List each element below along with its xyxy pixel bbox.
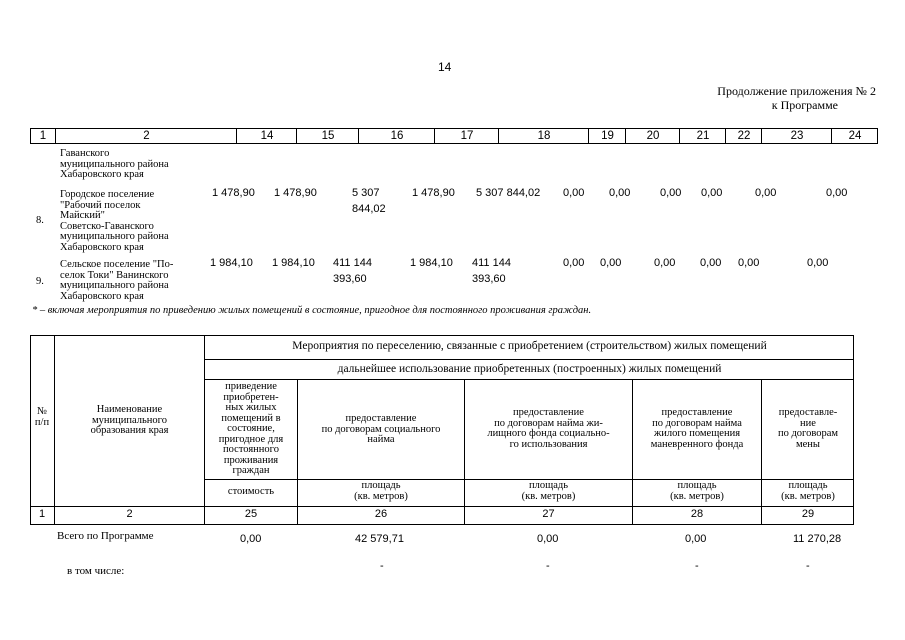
t2-sub-header-27: предоставление по договорам найма жи- лищного фонда социально- го использования: [487, 407, 610, 450]
t1-col-2: 2: [55, 129, 237, 143]
t2-col-num-label: № п/п: [34, 406, 50, 428]
t2-num-25: 25: [244, 508, 258, 520]
t1-col-20: 20: [625, 129, 680, 143]
t2-top-border: [30, 335, 854, 336]
t1-col-15: 15: [296, 129, 359, 143]
page-number: 14: [438, 60, 452, 74]
total-col27: 0,00: [537, 533, 559, 545]
t1-col-16: 16: [358, 129, 435, 143]
t2-unit-27: площадь (кв. метров): [521, 480, 576, 502]
t2-divider-27: [632, 379, 633, 525]
total-col29: 11 270,28: [793, 533, 842, 545]
row8-col19: 0,00: [563, 187, 585, 199]
row8-col21: 0,00: [660, 187, 682, 199]
t2-num-28: 28: [690, 508, 704, 520]
t2-unit-29: площадь (кв. метров): [781, 480, 835, 502]
row9-col24: 0,00: [807, 257, 829, 269]
continuation-line-2: к Программе: [771, 98, 838, 112]
row8-col20: 0,00: [609, 187, 631, 199]
t2-divider-26: [464, 379, 465, 525]
row8-col18: 5 307 844,02: [476, 187, 541, 199]
t2-sub-header-26: предоставление по договорам социального найма: [321, 413, 441, 445]
table1-header-row: [30, 128, 878, 144]
row9-col18: 411 144 393,60: [472, 257, 511, 285]
total-col28: 0,00: [685, 533, 707, 545]
t2-divider-25: [297, 379, 298, 525]
prev-row-name-tail: Гаванского муниципального района Хабаровского края: [60, 148, 169, 180]
t1-col-17: 17: [434, 129, 499, 143]
t2-group-line: [204, 359, 854, 360]
row9-col23: 0,00: [738, 257, 760, 269]
t2-sub-header-29: предоставле- ние по договорам мены: [777, 407, 839, 450]
t2-num-2: 2: [126, 508, 133, 520]
row8-col16: 5 307 844,02: [352, 187, 386, 215]
t2-sub-header-25: приведение приобретен- ных жилых помещений в состояние, пригодное для постоянного проживания граждан: [218, 381, 284, 476]
t2-subgroup-line: [204, 379, 854, 380]
t1-col-24: 24: [831, 129, 878, 143]
t1-col-1: 1: [39, 130, 47, 142]
row9-col15: 1 984,10: [272, 257, 315, 269]
row8-col23: 0,00: [755, 187, 777, 199]
row8-name: Городское поселение "Рабочий поселок Майский" Советско-Гаванского муниципального района Хабаровского края: [60, 189, 169, 253]
dash-col27: -: [546, 560, 550, 572]
t1-col-18: 18: [498, 129, 589, 143]
t2-divider-28: [761, 379, 762, 525]
t2-subgroup-title: дальнейшее использование приобретенных (построенных) жилых помещений: [337, 363, 722, 375]
row8-col24: 0,00: [826, 187, 848, 199]
dash-col26: -: [380, 560, 384, 572]
t2-unit-25: стоимость: [227, 486, 275, 497]
table2: [30, 335, 854, 525]
t1-col-19: 19: [588, 129, 626, 143]
row9-col22: 0,00: [700, 257, 722, 269]
t1-col-23: 23: [761, 129, 832, 143]
dash-col29: -: [806, 560, 810, 572]
footnote: * – включая мероприятия по приведению жилых помещений в состояние, пригодное для постоянного проживания граждан.: [32, 305, 592, 316]
t2-unit-28: площадь (кв. метров): [670, 480, 724, 502]
including-label: в том числе:: [67, 565, 125, 577]
row8-col14: 1 478,90: [212, 187, 255, 199]
t2-num-26: 26: [374, 508, 388, 520]
continuation-line-1: Продолжение приложения № 2: [717, 84, 876, 98]
row9-col19: 0,00: [563, 257, 585, 269]
row8-col22: 0,00: [701, 187, 723, 199]
row9-number: 9.: [36, 276, 44, 287]
t2-sub-header-28: предоставление по договорам найма жилого помещения маневренного фонда: [650, 407, 744, 450]
t2-number-row-line: [30, 506, 854, 507]
total-label: Всего по Программе: [57, 530, 154, 542]
row8-col15: 1 478,90: [274, 187, 317, 199]
row9-col21: 0,00: [654, 257, 676, 269]
t2-num-29: 29: [801, 508, 815, 520]
row9-name: Сельское поселение "По- селок Токи" Ванинского муниципального района Хабаровского края: [60, 259, 174, 302]
t2-group-title: Мероприятия по переселению, связанные с приобретением (строительством) жилых помещений: [292, 340, 767, 352]
t1-col-22: 22: [725, 129, 762, 143]
row9-col16: 411 144 393,60: [333, 257, 372, 285]
t1-col-21: 21: [679, 129, 726, 143]
dash-col28: -: [695, 560, 699, 572]
t2-unit-26: площадь (кв. метров): [354, 480, 408, 502]
t2-left-border: [30, 335, 31, 525]
row9-col20: 0,00: [600, 257, 622, 269]
row8-col17: 1 478,90: [412, 187, 455, 199]
t2-num-1: 1: [38, 508, 46, 520]
total-col25: 0,00: [240, 533, 262, 545]
t2-col-name-label: Наименование муниципального образования края: [90, 404, 169, 436]
t2-num-27: 27: [542, 508, 555, 520]
t1-col-14: 14: [236, 129, 297, 143]
total-col26: 42 579,71: [355, 533, 404, 545]
t2-bottom-border: [30, 524, 854, 525]
row9-col17: 1 984,10: [410, 257, 453, 269]
row8-number: 8.: [36, 215, 44, 226]
row9-col14: 1 984,10: [210, 257, 253, 269]
